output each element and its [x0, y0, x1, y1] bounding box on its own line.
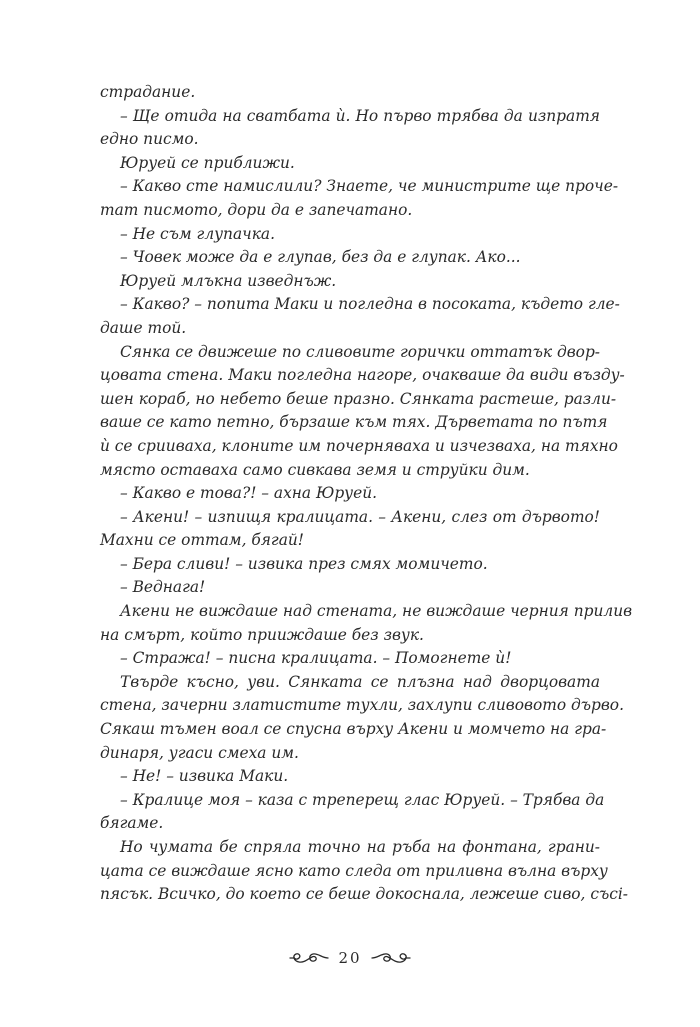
- text-line-28: Сякаш тъмен воал се спусна върху Акени и момчето на гра-: [100, 720, 607, 739]
- text-line-24: на смърт, който прииждаше без звук.: [100, 625, 424, 644]
- text-line-10: – Какво? – попита Маки и погледна в посоката, където гле-: [120, 295, 620, 314]
- text-line-7: – Не съм глупачка.: [120, 224, 275, 243]
- flourish-left-icon: [288, 950, 330, 966]
- text-line-1: страдание.: [100, 83, 196, 101]
- text-line-31: – Кралице моя – каза с треперещ глас Юруей. – Трябва да: [120, 790, 605, 809]
- body-text: [100, 81, 633, 907]
- text-line-19: – Акени! – изпищя кралицата. – Акени, слез от дървото!: [120, 507, 600, 526]
- text-line-9: Юруей млъкна изведнъж.: [120, 271, 337, 290]
- text-line-16: ѝ се срииваха, клоните им почерняваха и изчезваха, на тяхно: [100, 436, 618, 455]
- text-line-23: Акени не виждаше над стената, не виждаше черния прилив: [120, 602, 633, 621]
- text-line-13: цовата стена. Маки погледна нагоре, очакваше да види възду-: [100, 366, 625, 385]
- text-line-4: Юруей се приближи.: [120, 153, 295, 172]
- text-line-11: даше той.: [100, 318, 187, 337]
- text-line-34: цата се виждаше ясно като следа от приливна вълна върху: [100, 861, 608, 880]
- text-line-14: шен кораб, но небето беше празно. Сянката растеше, разли-: [100, 389, 617, 408]
- text-line-12: Сянка се движеше по сливовите горички оттатък двор-: [120, 342, 600, 361]
- text-line-33: Но чумата бе спряла точно на ръба на фонтана, грани-: [120, 838, 600, 856]
- text-line-21: – Бера сливи! – извика през смях момичето.: [120, 554, 488, 573]
- text-line-35: пясък. Всичко, до което се беше докоснала, лежеше сиво, съсi-: [100, 885, 628, 904]
- text-line-25: – Стража! – писна кралицата. – Помогнете ѝ!: [120, 649, 512, 668]
- text-line-8: – Човек може да е глупав, без да е глупак. Ако...: [120, 248, 521, 267]
- text-line-15: ваше се като петно, бързаше към тях. Дърветата по пътя: [100, 413, 608, 432]
- text-line-26: Твърде късно, уви. Сянката се плъзна над дворцовата: [120, 672, 600, 691]
- page-footer: [0, 946, 700, 970]
- flourish-right-icon: [370, 950, 412, 966]
- page-number: 20: [338, 949, 362, 967]
- text-line-18: – Какво е това?! – ахна Юруей.: [120, 484, 378, 503]
- text-line-32: бягаме.: [100, 814, 164, 833]
- text-line-2: – Ще отида на сватбата ѝ. Но първо трябва да изпратя: [120, 106, 600, 125]
- text-line-20: Махни се оттам, бягай!: [100, 531, 304, 550]
- text-line-27: стена, зачерни златистите тухли, захлупи сливовото дърво.: [100, 696, 624, 715]
- text-line-17: място оставаха само сивкава земя и струйки дим.: [100, 460, 530, 479]
- text-line-5: – Какво сте намислили? Знаете, че министрите ще проче-: [120, 177, 619, 196]
- text-line-6: тат писмото, дори да е запечатано.: [100, 200, 413, 219]
- text-line-22: – Веднага!: [120, 578, 206, 597]
- text-line-29: динаря, угаси смеха им.: [100, 743, 299, 762]
- text-line-30: – Не! – извика Маки.: [120, 767, 289, 786]
- text-line-3: едно писмо.: [100, 130, 199, 149]
